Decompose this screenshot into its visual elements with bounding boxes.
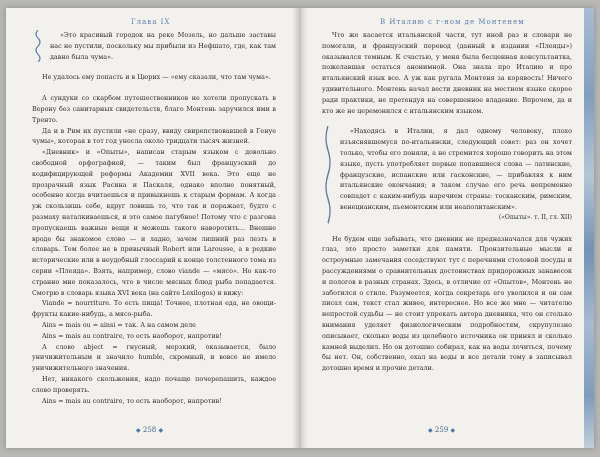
- paragraph: Ains = mais au contraire, то есть наоборот, напротив!: [42, 331, 222, 340]
- book-spread: [6, 8, 594, 448]
- quote-source: («Опыты». т. II, гл. XII): [498, 213, 572, 221]
- left-page-text: [32, 30, 276, 406]
- paragraph: Не удалось ему попасть и в Цюрих — «ему сказали, что там чума».: [42, 73, 271, 82]
- quote-text: «Это красивый городок на реке Мозель, но дальше заставы нас не пустили, поскольку мы прибыли из Нефшато, где, как там давно была чума».: [50, 31, 276, 61]
- ornament-icon: ◆: [428, 427, 433, 434]
- quote-marker-icon: [322, 126, 334, 223]
- montaigne-quote: [322, 126, 572, 223]
- paragraph: Да и в Рим их пустили «не сразу, ввиду свирепствовавшей в Генуе чумы», которая в тот год унесла около тридцати тысяч жизней.: [32, 126, 276, 146]
- paragraph: А сундуки со скарбом путешественников не хотели пропускать в Верону без санитарных свидетельств, благо Монтень заручился ими в Тренто.: [32, 94, 276, 124]
- paragraph: Нет, никакого скольжения, надо почаще почерепашить, каждое слово проверять.: [32, 374, 276, 394]
- ornament-icon: ◆: [158, 427, 164, 434]
- page-number: 259: [434, 426, 449, 434]
- paragraph: Что же касается итальянской части, тут иной раз и словари не помогали, и французский перевод (данный в издании «Плеяды») оказывался темным. К счастью, у меня была бесценная консультантка, пожелавшая остаться анонимной. Она знала про Италию и про итальянский язык все. А уж как ругала Монтеня за корявость! Ничего удивительного. Монтень начал вести дневник на местном языке скорее ради практики, не претендуя на совершенное владение. Впрочем, да и кто же не церемонился с итальянским языком.: [322, 31, 572, 115]
- book-title-header: В Италию с г-ном де Монтенем: [380, 18, 525, 26]
- quote-text: «Находясь в Италии, я дал одному человеку, плохо изъяснявшемуся по-итальянски, следующий совет: раз он хочет только, чтобы его поняли, а не стремится хорошо говорить на этом языке, пусть употребляет первые попавшиеся слова — латинские, французские, испанские или гасконские, — прибавляя к ним итальянские окончания; в таком случае его речь непременно совпадет с каким-нибудь наречием страны: тосканским, римским, венецианским, пьемонтским или неаполитанским».: [340, 127, 572, 211]
- paragraph: Viande = nourriture. То есть пища! Точнее, плотная еда, не овощи-фрукты какие-нибудь, а мясо-рыба.: [32, 299, 276, 319]
- paragraph: Не будем еще забывать, что дневник не предназначался для чужих глаз, это просто заметки для памяти. Пронзительные мысли и остроумные замечания соседствуют тут с перечнями столовой посуды и рассуждениями о сравнительных достоинствах придорожных занавесок и пологов в разных странах. Здесь, в отличие от «Опытов», Монтень не заботился о стиле. Разумеется, когда секретарь его уволился и он сам писал сам, текст стал живее, интереснее. Но все же мне — читателю непростой судьбы — не стоит упрекать автора дневника, что он столько внимания уделяет физиологическим подробностям, скрупулезно описывает, сколько воды из целебного источника он принял и сколько камней выделил. Но он дотошно собирал, как на воды лечиться, почему бы нет. Он, собственно, ехал на воды и все детали тому в записывал дотошно время и прочие детали.: [322, 234, 572, 373]
- chapter-header: Глава IX: [131, 18, 171, 26]
- paragraph: Ains = mais ou = ainsi = так. А на самом деле: [42, 320, 196, 329]
- paragraph: А слово abject = гнусный, мерзкий, оказывается, было уничижительным и значило humble, скромный, и вовсе не имело уничижительного значения.: [32, 342, 276, 373]
- page-edge-decoration: [584, 8, 594, 448]
- book-gutter: [292, 8, 308, 448]
- page-number-right: [428, 426, 455, 434]
- opening-quote: [32, 30, 276, 62]
- quote-marker-icon: [32, 30, 44, 62]
- paragraph: Ains = mais au contraire, то есть наоборот, напротив!: [42, 396, 222, 405]
- right-page-text: [322, 30, 572, 374]
- page-number: 258: [142, 426, 157, 434]
- right-page: [300, 8, 594, 448]
- ornament-icon: ◆: [136, 427, 141, 434]
- page-number-left: [136, 426, 163, 434]
- ornament-icon: ◆: [450, 427, 456, 434]
- paragraph: «Дневник» и «Опыты», написан старым языком с довольно свободной орфографией, — таким был французский до кодифицирующей реформы Академии XVII века. Это еще не прозрачный язык Расина и Паскаля, однако вполне понятный, особенно когда вчитаешься и привыкнешь к старым формам. А когда уж скользишь себе, вдруг ловишь то, что так и поражает, будто с размаху наталкиваешься, и это самое пагубное! Потому что с разгона пропускаешь важные вещи и можешь такого наворотить... Внешне вроде бы знакомое слово — и ладно, зачем лишний раз лезть в словарь. Тем более не в привычный Robert или Larousse, а в редкие исторические или в неудобный глоссарий к конце толстенного тома из серии «Плеяда». Взять, например, слово viande — «мясо». Но как-то странно мне показалось, что в числе мясных блюд рыба попадается. Смотрю в словарь языка XVI века (на сайте Lexilogos) и вижу:: [32, 148, 276, 297]
- left-page: [6, 8, 298, 448]
